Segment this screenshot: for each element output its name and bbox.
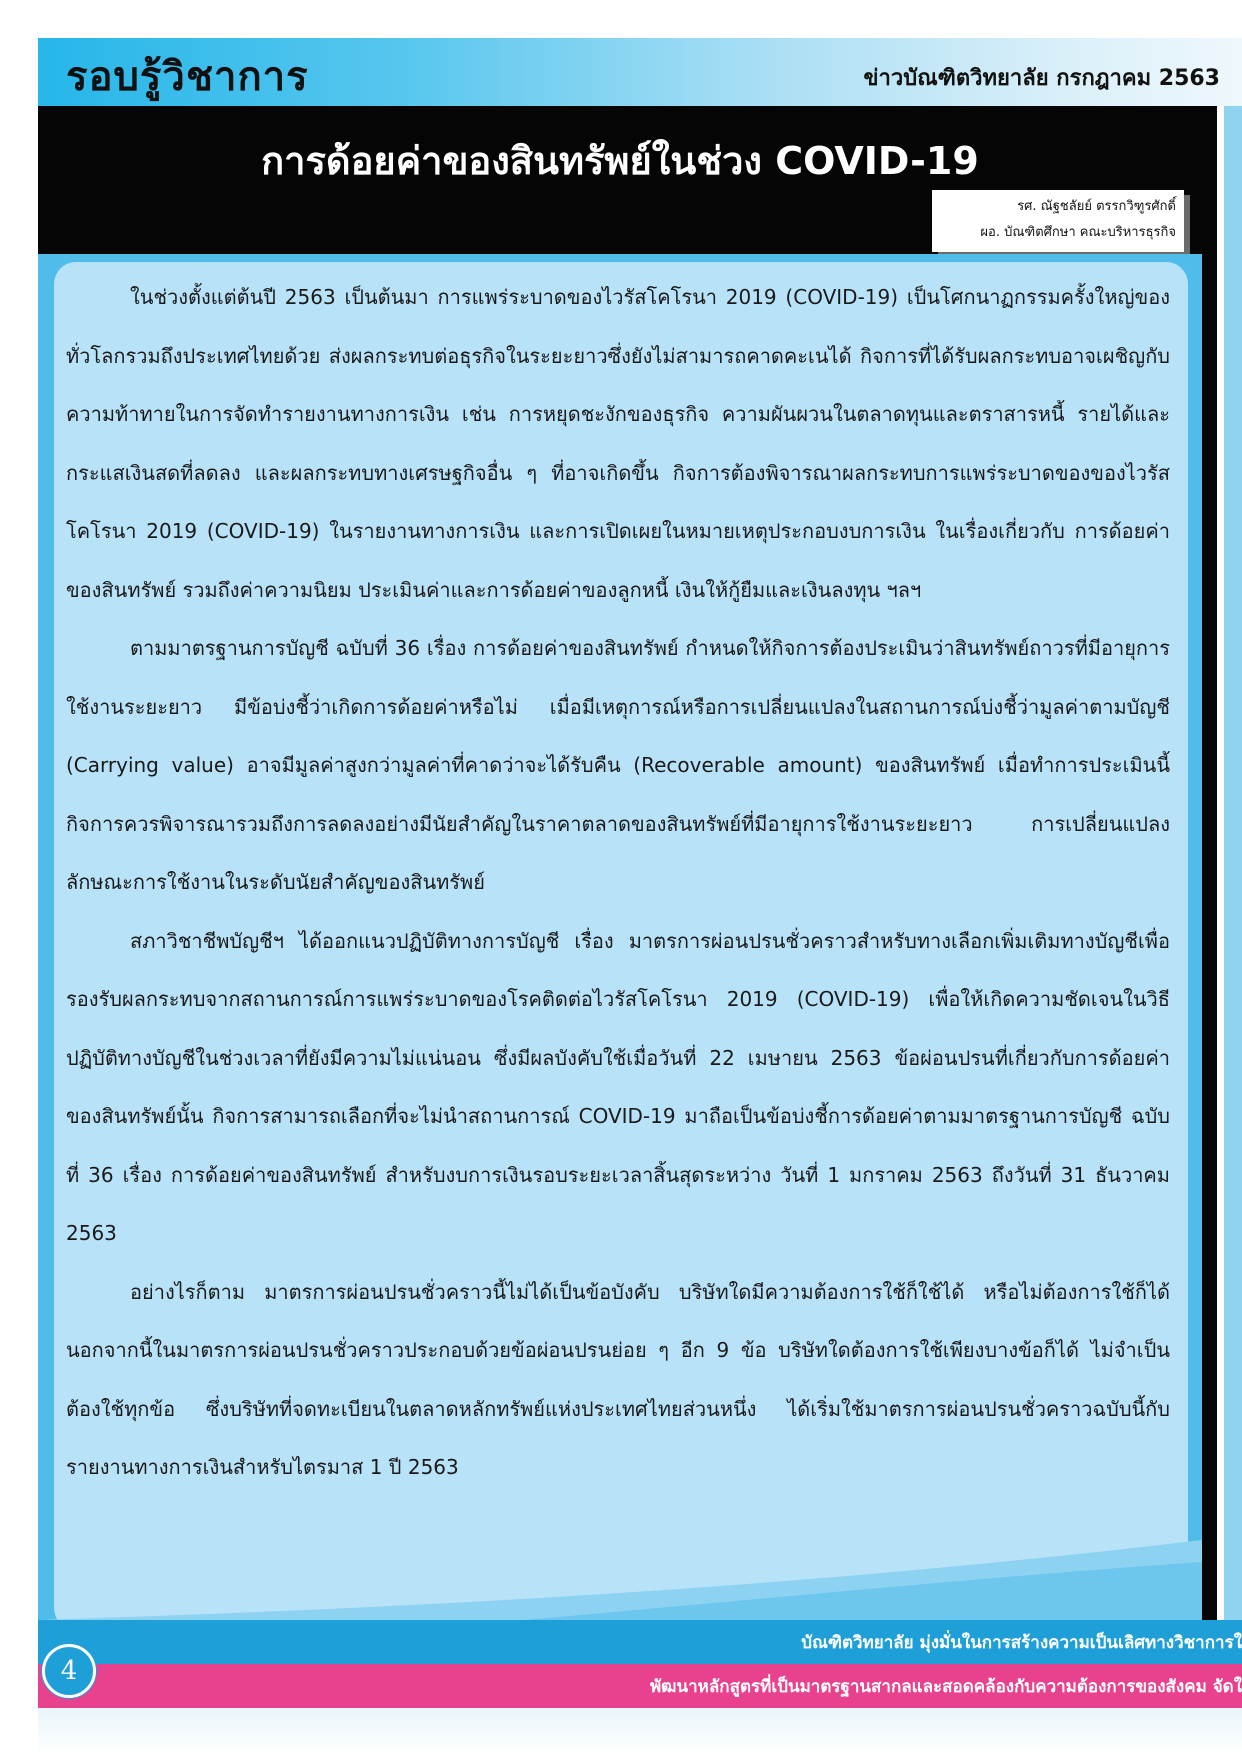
author-position: ผอ. บัณฑิตศึกษา คณะบริหารธุรกิจ	[980, 225, 1176, 240]
section-name: รอบรู้วิชาการ	[66, 54, 309, 100]
right-edge-stripe	[1202, 106, 1242, 1636]
decorative-wave	[38, 1500, 1202, 1640]
header-band	[38, 38, 1242, 106]
paragraph-1: ในช่วงตั้งแต่ต้นปี 2563 เป็นต้นมา การแพร่ระบาดของไวรัสโคโรนา 2019 (COVID-19) เป็นโศกนาฏกรรมครั้งใหญ่ของทั่วโลกรวมถึงประเทศไทยด้วย ส่งผลกระทบต่อธุรกิจในระยะยาวซึ่งยังไม่สามารถคาดคะเนได้ กิจการที่ได้รับผลกระทบอาจเผชิญกับความท้าทายในการจัดทำรายงานทางการเงิน เช่น การหยุดชะงักของธุรกิจ ความผันผวนในตลาดทุนและตราสารหนี้ รายได้และกระแสเงินสดที่ลดลง และผลกระทบทางเศรษฐกิจอื่น ๆ ที่อาจเกิดขึ้น กิจการต้องพิจารณาผลกระทบการแพร่ระบาดของของไวรัสโคโรนา 2019 (COVID-19) ในรายงานทางการเงิน และการเปิดเผยในหมายเหตุประกอบงบการเงิน ในเรื่องเกี่ยวกับ การด้อยค่าของสินทรัพย์ รวมถึงค่าความนิยม ประเมินค่าและการด้อยค่าของลูกหนี้ เงินให้กู้ยืมและเงินลงทุน ฯลฯ	[66, 285, 1170, 602]
footer-mission-bar	[38, 1664, 1242, 1708]
paragraph-3: สภาวิชาชีพบัญชีฯ ได้ออกแนวปฏิบัติทางการบัญชี เรื่อง มาตรการผ่อนปรนชั่วคราวสำหรับทางเลือกเพิ่มเติมทางบัญชีเพื่อรองรับผลกระทบจากสถานการณ์การแพร่ระบาดของโรคติดต่อไวรัสโคโรนา 2019 (COVID-19) เพื่อให้เกิดความชัดเจนในวิธีปฏิบัติทางบัญชีในช่วงเวลาที่ยังมีความไม่แน่นอน ซึ่งมีผลบังคับใช้เมื่อวันที่ 22 เมษายน 2563 ข้อผ่อนปรนที่เกี่ยวกับการด้อยค่าของสินทรัพย์นั้น กิจการสามารถเลือกที่จะไม่นำสถานการณ์ COVID-19 มาถือเป็นข้อบ่งชี้การด้อยค่าตามมาตรฐานการบัญชี ฉบับที่ 36 เรื่อง การด้อยค่าของสินทรัพย์ สำหรับงบการเงินรอบระยะเวลาสิ้นสุดระหว่าง วันที่ 1 มกราคม 2563 ถึงวันที่ 31 ธันวาคม 2563	[66, 928, 1170, 1245]
title-bar	[38, 106, 1202, 254]
page-number-badge: 4	[42, 1644, 96, 1698]
author-box	[932, 190, 1184, 252]
paragraph-4: อย่างไรก็ตาม มาตรการผ่อนปรนชั่วคราวนี้ไม่ได้เป็นข้อบังคับ บริษัทใดมีความต้องการใช้ก็ใช้ได้ หรือไม่ต้องการใช้ก็ได้ นอกจากนี้ในมาตรการผ่อนปรนชั่วคราวประกอบด้วยข้อผ่อนปรนย่อย ๆ อีก 9 ข้อ บริษัทใดต้องการใช้เพียงบางข้อก็ได้ ไม่จำเป็นต้องใช้ทุกข้อ ซึ่งบริษัทที่จดทะเบียนในตลาดหลักทรัพย์แห่งประเทศไทยส่วนหนึ่ง ได้เริ่มใช้มาตรการผ่อนปรนชั่วคราวฉบับนี้กับรายงานทางการเงินสำหรับไตรมาส 1 ปี 2563	[66, 1279, 1170, 1479]
footer-slogan-2: พัฒนาหลักสูตรที่เป็นมาตรฐานสากลและสอดคล้องกับความต้องการของสังคม จัดใ	[649, 1677, 1242, 1697]
article-title: การด้อยค่าของสินทรัพย์ในช่วง COVID-19	[261, 139, 979, 183]
bottom-fade	[38, 1708, 1242, 1755]
paragraph-2: ตามมาตรฐานการบัญชี ฉบับที่ 36 เรื่อง การด้อยค่าของสินทรัพย์ กำหนดให้กิจการต้องประเมินว่าสินทรัพย์ถาวรที่มีอายุการใช้งานระยะยาว มีข้อบ่งชี้ว่าเกิดการด้อยค่าหรือไม่ เมื่อมีเหตุการณ์หรือการเปลี่ยนแปลงในสถานการณ์บ่งชี้ว่ามูลค่าตามบัญชี (Carrying value) อาจมีมูลค่าสูงกว่ามูลค่าที่คาดว่าจะได้รับคืน (Recoverable amount) ของสินทรัพย์ เมื่อทำการประเมินนี้ กิจการควรพิจารณารวมถึงการลดลงอย่างมีนัยสำคัญในราคาตลาดของสินทรัพย์ที่มีอายุการใช้งานระยะยาว การเปลี่ยนแปลงลักษณะการใช้งานในระดับนัยสำคัญของสินทรัพย์	[66, 636, 1170, 894]
issue-label: ข่าวบัณฑิตวิทยาลัย กรกฎาคม 2563	[863, 66, 1220, 91]
article-body	[66, 268, 1170, 1497]
author-name: รศ. ณัฐชลัยย์ ตรรกวิฑูรศักดิ์	[1017, 199, 1176, 214]
footer-slogan-bar	[38, 1620, 1242, 1664]
footer-slogan-1: บัณฑิตวิทยาลัย มุ่งมั่นในการสร้างความเป็นเลิศทางวิชาการใ	[801, 1633, 1242, 1653]
